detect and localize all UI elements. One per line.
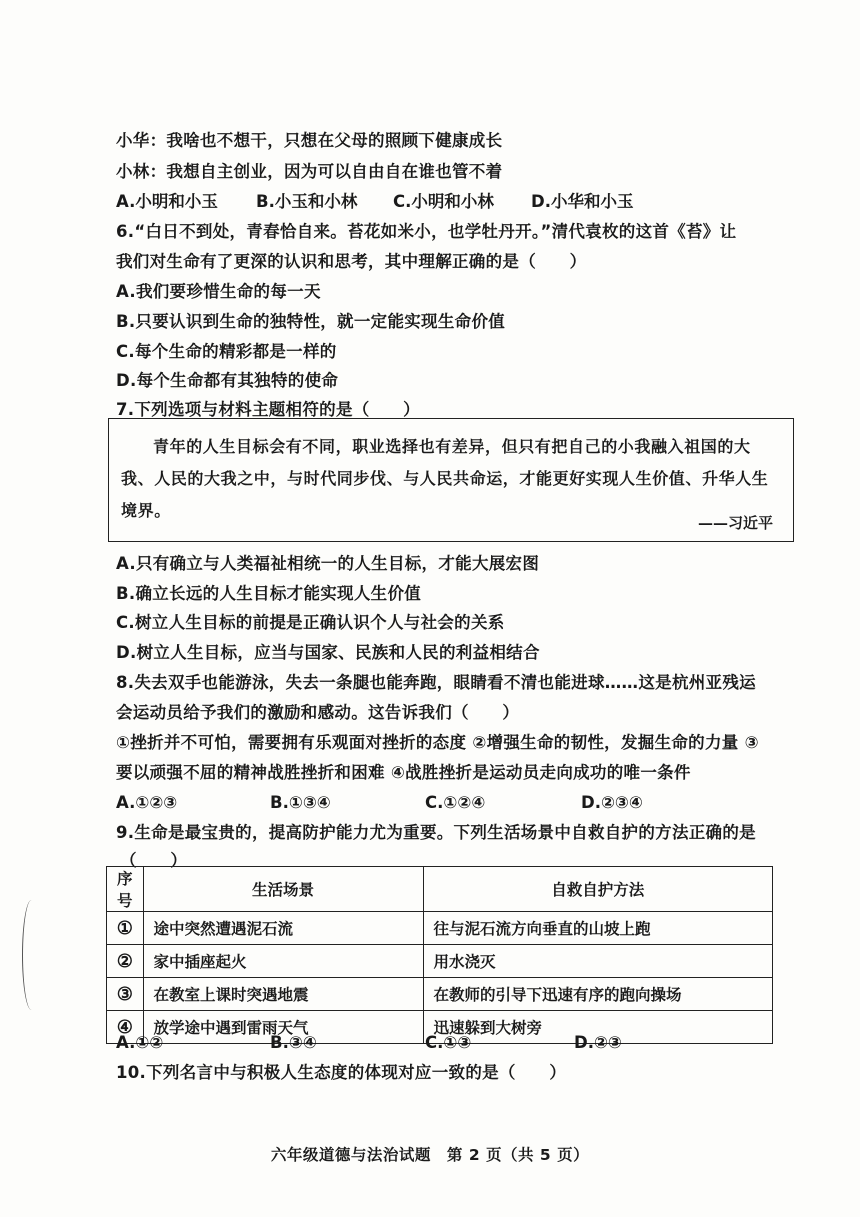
q7-stem: 7.下列选项与材料主题相符的是（ ）: [116, 400, 420, 419]
q6-option-a[interactable]: A.我们要珍惜生命的每一天: [116, 282, 321, 301]
q8-statements-line2: 要以顽强不屈的精神战胜挫折和困难 ④战胜挫折是运动员走向成功的唯一条件: [116, 763, 691, 782]
q6-option-d[interactable]: D.每个生命都有其独特的使命: [116, 371, 339, 390]
q5-option-c[interactable]: C.小明和小林: [393, 192, 494, 211]
table-row: [107, 978, 773, 1011]
row-number: ②: [107, 945, 144, 978]
row-method: 在教师的引导下迅速有序的跑向操场: [423, 978, 772, 1011]
dialogue-line-xiaohua: 小华：我啥也不想干，只想在父母的照顾下健康成长: [116, 131, 503, 150]
q9-option-a[interactable]: A.①②: [116, 1033, 164, 1052]
q7-quote-author: ——习近平: [697, 514, 773, 532]
q9-option-b[interactable]: B.③④: [270, 1033, 317, 1052]
dialogue-line-xiaolin: 小林：我想自主创业，因为可以自由自在谁也管不着: [116, 162, 503, 181]
q9-scenario-table: [106, 866, 773, 1044]
table-row: [107, 945, 773, 978]
q7-quote-text: 青年的人生目标会有不同，职业选择也有差异，但只有把自己的小我融入祖国的大我、人民的大我之中，与时代同步伐、与人民共命运，才能更好实现人生价值、升华人生境界。: [121, 437, 769, 520]
row-scene: 途中突然遭遇泥石流: [143, 912, 423, 945]
q6-stem-line2: 我们对生命有了更深的认识和思考，其中理解正确的是（ ）: [116, 252, 587, 271]
q5-option-b[interactable]: B.小玉和小林: [256, 192, 358, 211]
table-header-method: 自救自护方法: [423, 867, 772, 912]
scan-edge-mark: [22, 900, 41, 1010]
page-footer: 六年级道德与法治试题 第 2 页（共 5 页）: [270, 1146, 590, 1164]
q7-option-c[interactable]: C.树立人生目标的前提是正确认识个人与社会的关系: [116, 613, 505, 632]
row-scene: 放学途中遇到雷雨天气: [143, 1011, 423, 1044]
q8-option-b[interactable]: B.①③④: [270, 793, 331, 812]
q9-option-c[interactable]: C.①③: [425, 1033, 472, 1052]
row-method: 往与泥石流方向垂直的山坡上跑: [423, 912, 772, 945]
q9-stem-line2: （ ）: [120, 851, 188, 870]
q5-option-a[interactable]: A.小明和小玉: [116, 192, 218, 211]
table-header-number: 序号: [107, 867, 144, 912]
q5-option-d[interactable]: D.小华和小玉: [531, 192, 634, 211]
row-number: ①: [107, 912, 144, 945]
row-scene: 在教室上课时突遇地震: [143, 978, 423, 1011]
q8-option-c[interactable]: C.①②④: [425, 793, 486, 812]
table-header-row: [107, 867, 773, 912]
row-method: 迅速躲到大树旁: [423, 1011, 772, 1044]
q9-stem-line1: 9.生命是最宝贵的，提高防护能力尤为重要。下列生活场景中自救自护的方法正确的是: [116, 823, 756, 842]
q7-option-d[interactable]: D.树立人生目标，应当与国家、民族和人民的利益相结合: [116, 643, 540, 662]
q7-option-a[interactable]: A.只有确立与人类福祉相统一的人生目标，才能大展宏图: [116, 554, 540, 573]
row-method: 用水浇灭: [423, 945, 772, 978]
row-number: ④: [107, 1011, 144, 1044]
q8-option-d[interactable]: D.②③④: [581, 793, 643, 812]
q7-option-b[interactable]: B.确立长远的人生目标才能实现人生价值: [116, 584, 422, 603]
row-number: ③: [107, 978, 144, 1011]
q10-stem: 10.下列名言中与积极人生态度的体现对应一致的是（ ）: [116, 1063, 567, 1082]
q7-quote-box: [108, 418, 794, 542]
q8-statements-line1: ①挫折并不可怕，需要拥有乐观面对挫折的态度 ②增强生命的韧性，发掘生命的力量 ③: [116, 733, 759, 752]
q6-option-b[interactable]: B.只要认识到生命的独特性，就一定能实现生命价值: [116, 312, 506, 331]
q9-option-d[interactable]: D.②③: [574, 1033, 622, 1052]
q6-option-c[interactable]: C.每个生命的精彩都是一样的: [116, 342, 337, 361]
row-scene: 家中插座起火: [143, 945, 423, 978]
table-header-scene: 生活场景: [143, 867, 423, 912]
q8-stem-line1: 8.失去双手也能游泳，失去一条腿也能奔跑，眼睛看不清也能进球……这是杭州亚残运: [116, 673, 756, 692]
q8-stem-line2: 会运动员给予我们的激励和感动。这告诉我们（ ）: [116, 703, 520, 722]
q6-stem-line1: 6.“白日不到处，青春恰自来。苔花如米小，也学牡丹开。”清代袁枚的这首《苔》让: [116, 222, 737, 241]
table-row: [107, 912, 773, 945]
q8-option-a[interactable]: A.①②③: [116, 793, 178, 812]
